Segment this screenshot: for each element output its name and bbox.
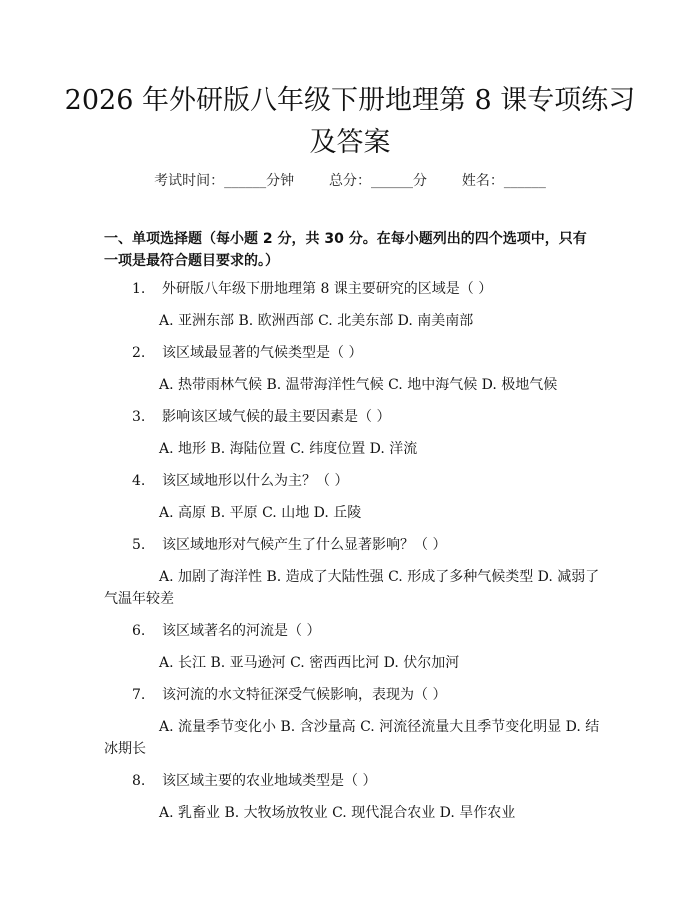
document-title: 2026 年外研版八年级下册地理第 8 课专项练习及答案: [64, 85, 636, 158]
question-item: [104, 620, 600, 674]
question-number: 4.: [132, 473, 146, 489]
question-number: 3.: [132, 409, 146, 425]
question-item: [104, 470, 600, 524]
question-options: A. 乳畜业 B. 大牧场放牧业 C. 现代混合农业 D. 旱作农业: [159, 805, 516, 821]
question-item: [104, 278, 600, 332]
question-stem: 该区域地形以什么为主？（ ）: [162, 473, 349, 489]
question-options: A. 加剧了海洋性 B. 造成了大陆性强 C. 形成了多种气候类型 D. 减弱了气温年较差: [104, 569, 600, 607]
question-number: 7.: [132, 687, 146, 703]
question-options: A. 热带雨林气候 B. 温带海洋性气候 C. 地中海气候 D. 极地气候: [159, 377, 558, 393]
total-score-field: 总分：______分: [329, 173, 427, 189]
question-options: A. 地形 B. 海陆位置 C. 纬度位置 D. 洋流: [159, 441, 418, 457]
exam-meta: [0, 170, 700, 190]
section-heading: 一、单项选择题（每小题 2 分，共 30 分。在每小题列出的四个选项中，只有一项是最符合题目要求的。）: [104, 231, 587, 269]
question-stem: 影响该区域气候的最主要因素是（ ）: [162, 409, 391, 425]
question-stem: 该河流的水文特征深受气候影响，表现为（ ）: [162, 687, 447, 703]
question-item: [104, 770, 600, 824]
question-stem: 该区域著名的河流是（ ）: [162, 623, 321, 639]
question-item: [104, 684, 600, 760]
question-number: 6.: [132, 623, 146, 639]
question-item: [104, 342, 600, 396]
question-number: 8.: [132, 773, 146, 789]
question-item: [104, 534, 600, 610]
question-options: A. 长江 B. 亚马逊河 C. 密西西比河 D. 伏尔加河: [159, 655, 460, 671]
question-stem: 该区域主要的农业地域类型是（ ）: [162, 773, 377, 789]
question-item: [104, 406, 600, 460]
question-options: A. 流量季节变化小 B. 含沙量高 C. 河流径流量大且季节变化明显 D. 结冰期长: [104, 719, 600, 757]
question-number: 2.: [132, 345, 146, 361]
question-stem: 该区域最显著的气候类型是（ ）: [162, 345, 363, 361]
question-number: 5.: [132, 537, 146, 553]
question-options: A. 高原 B. 平原 C. 山地 D. 丘陵: [159, 505, 362, 521]
student-name-field: 姓名：______: [461, 173, 546, 189]
question-options: A. 亚洲东部 B. 欧洲西部 C. 北美东部 D. 南美南部: [159, 313, 474, 329]
question-number: 1.: [132, 281, 146, 297]
exam-time-field: 考试时间：______分钟: [154, 173, 295, 189]
question-stem: 该区域地形对气候产生了什么显著影响？（ ）: [162, 537, 447, 553]
question-stem: 外研版八年级下册地理第 8 课主要研究的区域是（ ）: [162, 281, 493, 297]
question-list: [104, 278, 600, 834]
